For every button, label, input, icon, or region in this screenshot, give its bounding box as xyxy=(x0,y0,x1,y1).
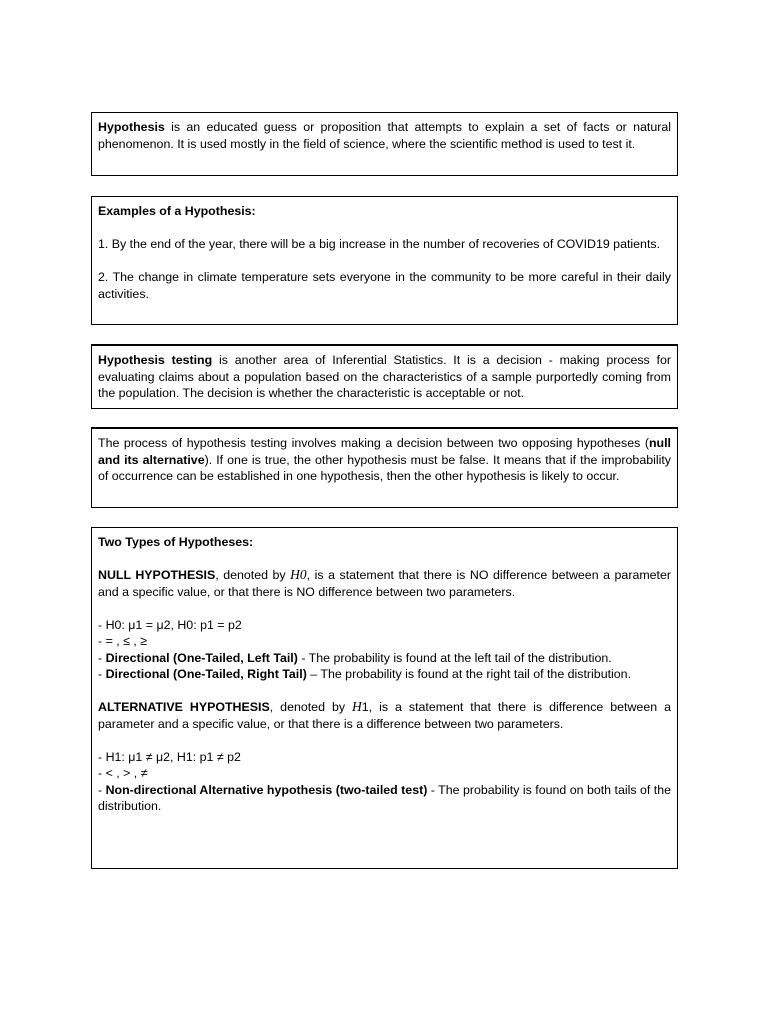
alt-symbol: H xyxy=(352,699,362,714)
testing-text xyxy=(98,352,671,402)
testing-term: Hypothesis testing xyxy=(98,353,213,367)
alt-nondirectional: - Non-directional Alternative hypothesis (two-tailed test) - The probability is found on both tails of the distribution. xyxy=(98,782,671,813)
process-bold: null and its alternative xyxy=(98,436,671,467)
definition-term: Hypothesis xyxy=(98,120,165,134)
null-symbol: H0 xyxy=(290,567,307,582)
types-title: Two Types of Hypotheses: xyxy=(98,535,254,549)
testing-rest: is another area of Inferential Statistics. It is a decision - making process for evaluating claims about a population based on the characteristics of a sample purportedly coming from the population. The decision is whether the characteristic is acceptable or not. xyxy=(98,353,671,400)
null-term: NULL HYPOTHESIS xyxy=(98,568,216,582)
testing-box xyxy=(91,344,678,409)
definition-text xyxy=(98,119,671,152)
null-definition: NULL HYPOTHESIS, denoted by H0, is a statement that there is NO difference between a parameter and a specific value, or that there is NO difference between two parameters. xyxy=(98,567,672,599)
null-directional-left: - Directional (One-Tailed, Left Tail) - The probability is found at the left tail of the distribution. xyxy=(98,650,612,665)
alt-definition: ALTERNATIVE HYPOTHESIS, denoted by H1, is a statement that there is difference between a parameter and a specific value, or that there is a difference between two parameters. xyxy=(98,699,671,731)
alt-line-1: - H1: μ1 ≠ μ2, H1: p1 ≠ p2 xyxy=(98,749,241,764)
null-line-2: - = , ≤ , ≥ xyxy=(98,634,148,648)
examples-box xyxy=(91,196,678,325)
process-text: The process of hypothesis testing involves making a decision between two opposing hypotheses (null and its alternative). If one is true, the other hypothesis must be false. It means that if the improbability of occurrence can be established in one hypothesis, then the other hypothesis is likely to occur. xyxy=(98,436,671,483)
null-line-1: - H0: μ1 = μ2, H0: p1 = p2 xyxy=(98,617,242,632)
process-box xyxy=(91,427,678,508)
alt-term: ALTERNATIVE HYPOTHESIS xyxy=(98,700,270,714)
example-item-1: 1. By the end of the year, there will be a big increase in the number of recoveries of COVID19 patients. xyxy=(98,237,661,251)
definition-rest: is an educated guess or proposition that attempts to explain a set of facts or natural phenomenon. It is used mostly in the field of science, where the scientific method is used to test it. xyxy=(98,120,671,151)
types-box xyxy=(91,527,678,869)
alt-symbol-sub: 1 xyxy=(361,700,369,714)
example-item-2: 2. The change in climate temperature sets everyone in the community to be more careful in their daily activities. xyxy=(98,270,671,301)
definition-box xyxy=(91,112,678,176)
examples-title: Examples of a Hypothesis: xyxy=(98,204,256,218)
alt-line-2: - < , > , ≠ xyxy=(98,766,148,780)
null-directional-right: - Directional (One-Tailed, Right Tail) – The probability is found at the right tail of the distribution. xyxy=(98,667,632,681)
